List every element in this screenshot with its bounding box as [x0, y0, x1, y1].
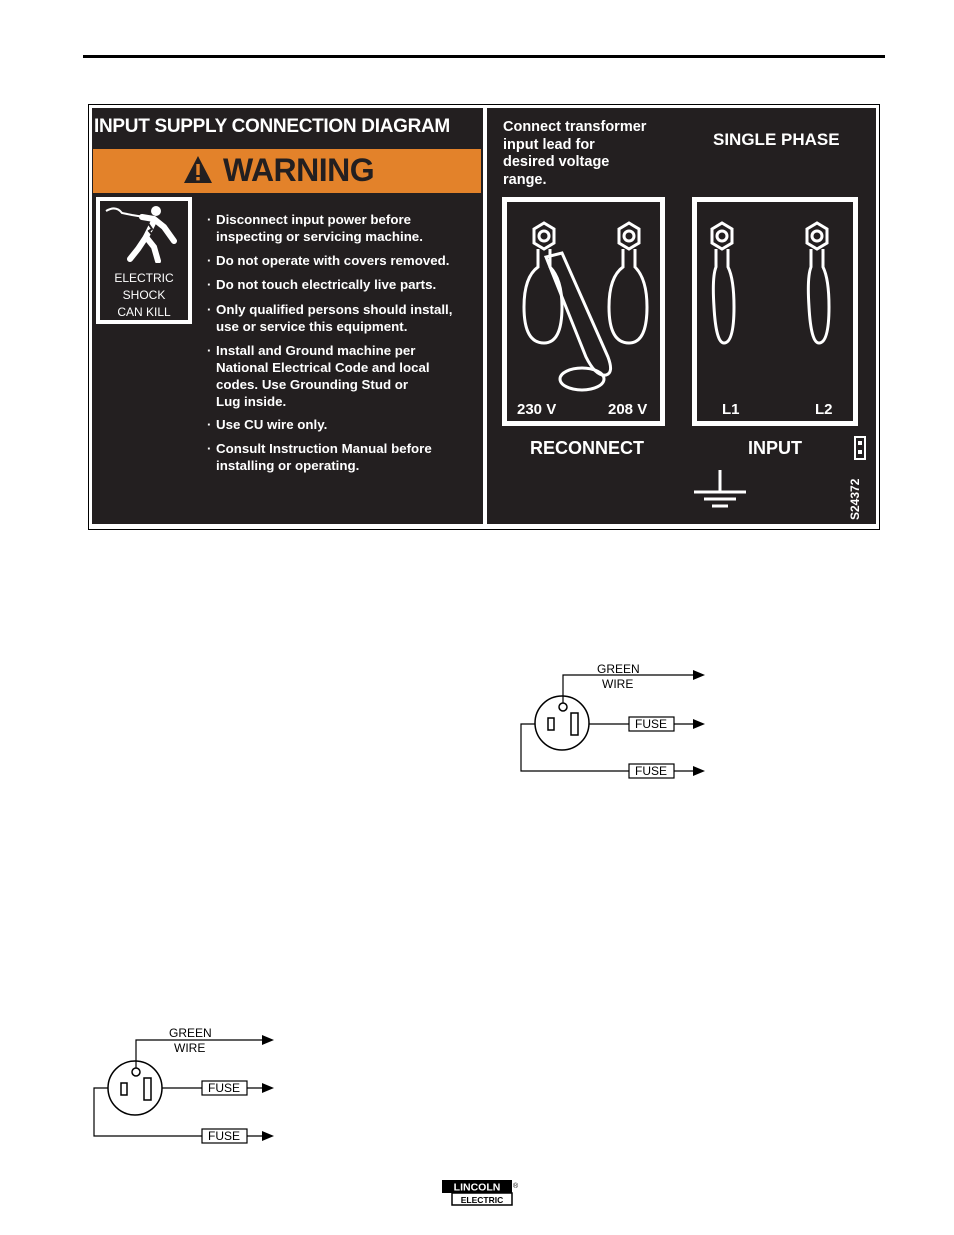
logo-registered-mark: ®	[513, 1183, 519, 1190]
terminal-230v-label: 230 V	[517, 401, 557, 418]
connector-icon	[853, 435, 867, 461]
receptacle-diagram-2	[88, 1020, 288, 1150]
logo-line-2: ELECTRIC	[460, 1195, 504, 1205]
terminal-208v-label: 208 V	[608, 401, 648, 418]
bullet-line: Use CU wire only.	[216, 417, 328, 432]
bullet-line: Disconnect input power before	[216, 212, 412, 227]
warning-triangle-icon	[183, 155, 213, 185]
bullet-line: Do not touch electrically live parts.	[216, 277, 437, 292]
bullet-line: Consult Instruction Manual before	[216, 441, 432, 456]
part-number: S24372	[848, 478, 862, 520]
lincoln-electric-logo	[442, 1179, 520, 1206]
bullet-line: Only qualified persons should install,	[216, 302, 453, 317]
shock-text-1: ELECTRIC	[114, 271, 174, 285]
shock-text-3: CAN KILL	[117, 305, 171, 319]
connect-note	[503, 119, 646, 189]
reconnect-label: RECONNECT	[530, 438, 645, 458]
shock-text-2: SHOCK	[122, 288, 166, 302]
terminal-l2-label: L2	[815, 401, 833, 418]
fuse-label: FUSE	[635, 717, 668, 731]
terminal-l1-label: L1	[722, 401, 740, 418]
connect-note-line: desired voltage	[503, 154, 610, 170]
green-wire-text: GREEN	[597, 662, 640, 676]
bullet-line: use or service this equipment.	[216, 319, 408, 334]
bullet-line: Lug inside.	[216, 394, 287, 409]
input-label: INPUT	[748, 438, 802, 458]
bullet-line: Install and Ground machine per	[216, 343, 416, 358]
fuse-label: FUSE	[208, 1081, 241, 1095]
warning-heading: WARNING	[223, 152, 375, 188]
fuse-label: FUSE	[635, 764, 668, 778]
fuse-label: FUSE	[208, 1129, 241, 1143]
ground-symbol-icon	[690, 470, 750, 510]
green-wire-text: WIRE	[174, 1041, 206, 1055]
bullet-line: Do not operate with covers removed.	[216, 253, 450, 268]
single-phase-label: SINGLE PHASE	[713, 130, 840, 149]
terminal-lugs-icon	[502, 197, 862, 397]
electric-shock-icon	[104, 203, 182, 263]
connect-note-line: Connect transformer	[503, 119, 647, 135]
green-wire-text: GREEN	[169, 1026, 212, 1040]
bullet-line: codes. Use Grounding Stud or	[216, 377, 409, 392]
receptacle-diagram-1	[515, 655, 715, 785]
connect-note-line: range.	[503, 171, 547, 188]
connect-note-line: input lead for	[503, 136, 595, 153]
logo-line-1: LINCOLN	[453, 1181, 501, 1194]
bullet-line: installing or operating.	[216, 458, 360, 473]
diagram-title: INPUT SUPPLY CONNECTION DIAGRAM	[94, 116, 450, 137]
header-rule	[83, 55, 885, 58]
bullet-line: inspecting or servicing machine.	[216, 229, 423, 244]
bullet-line: National Electrical Code and local	[216, 360, 430, 375]
green-wire-text: WIRE	[602, 677, 634, 691]
